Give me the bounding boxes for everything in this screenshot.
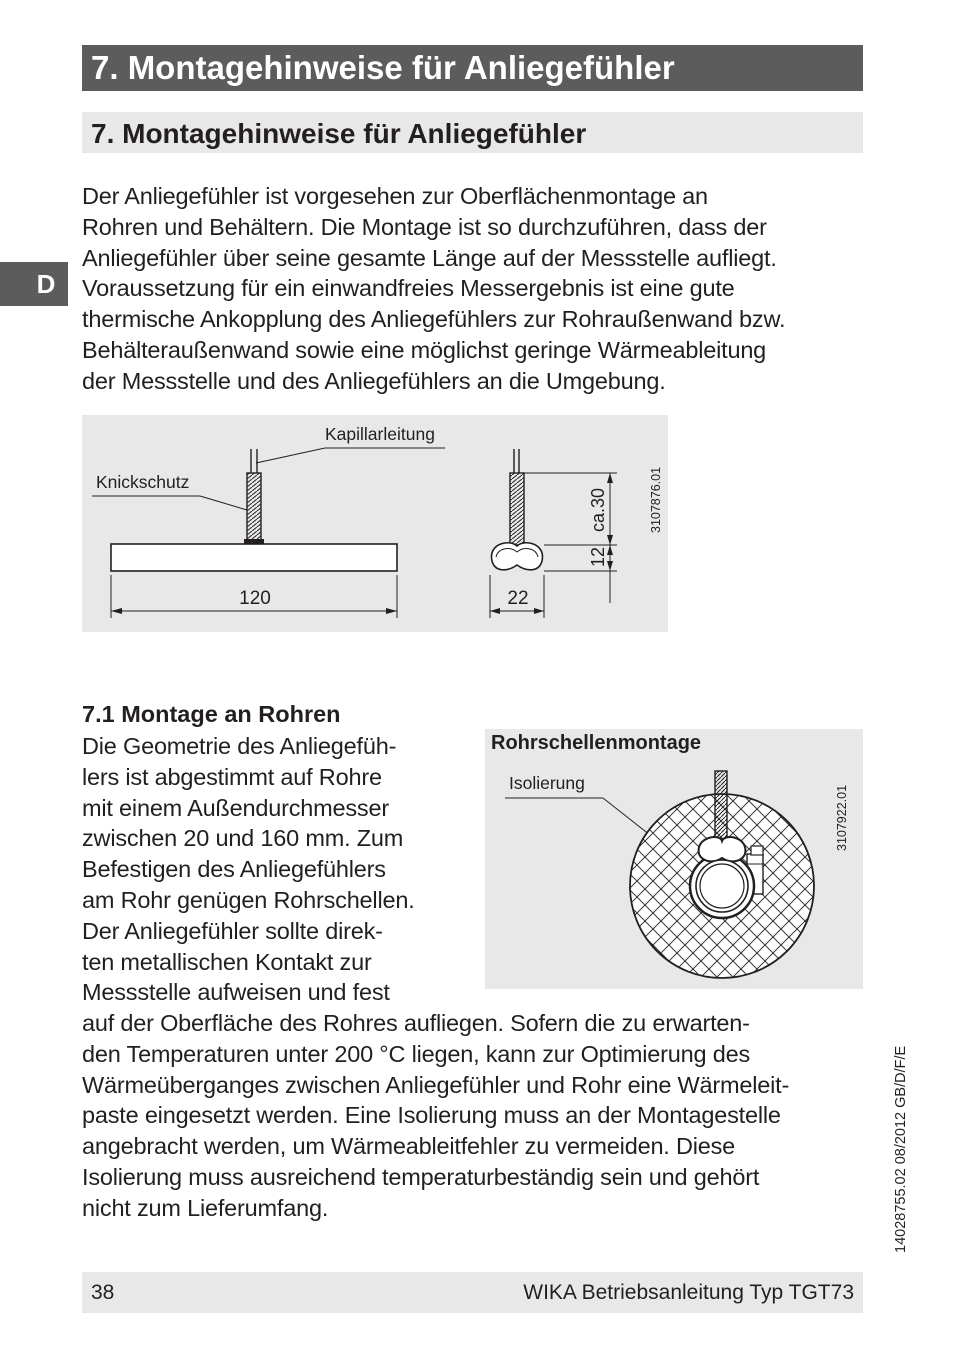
page-footer	[82, 1272, 863, 1313]
pipe-clamp-drawing	[485, 729, 863, 989]
intro-paragraph	[82, 181, 872, 397]
text-line: Isolierung muss ausreichend temperaturbeständig sein und gehört	[82, 1163, 760, 1190]
sensor-dimension-figure	[82, 415, 668, 632]
text-line: Die Geometrie des Anliegefüh-	[82, 733, 397, 759]
length-dimension: 120	[239, 588, 271, 609]
page-number: 38	[91, 1281, 115, 1304]
text-line: angebracht werden, um Wärmeableitfehler zu vermeiden. Diese	[82, 1133, 736, 1160]
width-dimension: 22	[507, 588, 529, 609]
body-height-dimension: 12	[588, 546, 608, 567]
intro-line: thermische Ankopplung des Anliegefühlers zur Rohraußenwand bzw.	[82, 306, 786, 333]
capillary-label: Kapillarleitung	[325, 424, 435, 444]
footer-title: WIKA Betriebsanleitung Typ TGT73	[523, 1281, 854, 1304]
kink-protection-label: Knickschutz	[96, 472, 190, 492]
intro-line: Der Anliegefühler ist vorgesehen zur Oberflächenmontage an	[82, 183, 708, 209]
sensor-dimension-drawing	[82, 415, 668, 632]
text-line: Wärmeüberganges zwischen Anliegefühler und Rohr eine Wärmeleit-	[82, 1071, 790, 1098]
intro-line: Rohren und Behältern. Die Montage ist so durchzuführen, dass der	[82, 213, 767, 240]
pipe-clamp-figure	[485, 729, 863, 989]
text-line: paste eingesetzt werden. Eine Isolierung muss an der Montagestelle	[82, 1102, 781, 1129]
insulation-label: Isolierung	[509, 773, 585, 793]
pipe-mounting-text-continued	[82, 1008, 882, 1224]
section-title: 7. Montagehinweise für Anliegefühler	[82, 112, 863, 153]
text-line: Der Anliegefühler sollte direk-	[82, 917, 383, 944]
text-line: zwischen 20 und 160 mm. Zum	[82, 825, 404, 852]
approx-height-dimension: ca.30	[588, 487, 608, 532]
text-line: lers ist abgestimmt auf Rohre	[82, 763, 382, 790]
text-line: mit einem Außendurchmesser	[82, 794, 389, 821]
chapter-title-bar: 7. Montagehinweise für Anliegefühler	[82, 45, 863, 91]
text-line: ten metallischen Kontakt zur	[82, 948, 372, 975]
figure1-drawing-number: 3107876.01	[649, 466, 663, 533]
figure2-drawing-number: 3107922.01	[835, 784, 849, 851]
document-code: 14028755.02 08/2012 GB/D/F/E	[893, 1045, 909, 1253]
text-line: Messstelle aufweisen und fest	[82, 979, 390, 1006]
intro-line: Behälteraußenwand sowie eine möglichst geringe Wärmeableitung	[82, 336, 767, 363]
subsection-heading: 7.1 Montage an Rohren	[82, 701, 341, 727]
text-line: auf der Oberfläche des Rohres aufliegen. Sofern die zu erwarten-	[82, 1010, 750, 1036]
text-line: Befestigen des Anliegefühlers	[82, 856, 386, 883]
figure2-title: Rohrschellenmontage	[491, 732, 702, 754]
pipe-mounting-text	[82, 731, 462, 1008]
intro-line: der Messstelle und des Anliegefühlers an die Umgebung.	[82, 367, 666, 394]
intro-line: Voraussetzung für ein einwandfreies Messergebnis ist eine gute	[82, 275, 735, 302]
language-tab: D	[0, 262, 68, 306]
text-line: den Temperaturen unter 200 °C liegen, kann zur Optimierung des	[82, 1040, 751, 1067]
text-line: nicht zum Lieferumfang.	[82, 1194, 329, 1221]
intro-line: Anliegefühler über seine gesamte Länge auf der Messstelle aufliegt.	[82, 244, 777, 271]
text-line: am Rohr genügen Rohrschellen.	[82, 886, 415, 913]
